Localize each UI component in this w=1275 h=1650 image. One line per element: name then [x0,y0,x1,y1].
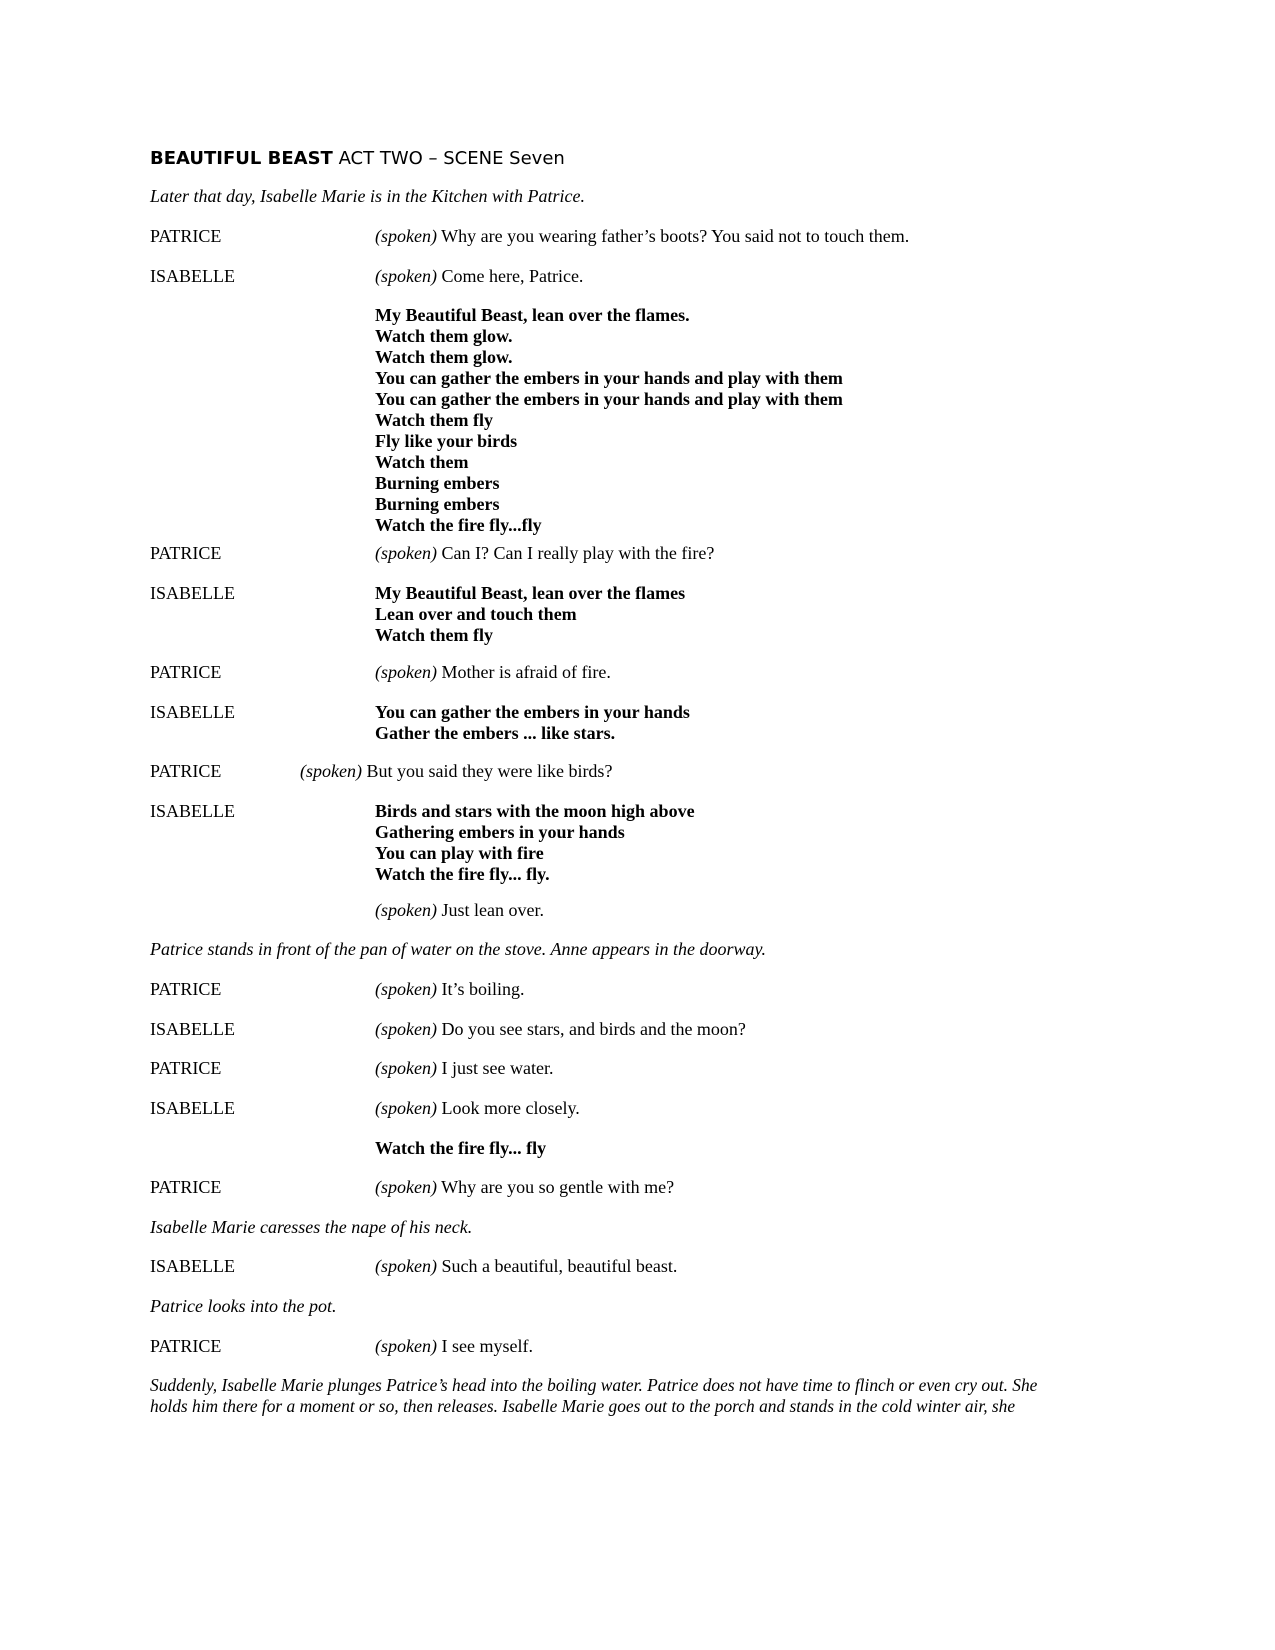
dialogue-text: Why are you wearing father’s boots? You said not to touch them. [436,226,910,246]
dialogue-text: But you said they were like birds? [361,761,613,781]
dialogue-line [375,266,583,287]
dialogue-text: Do you see stars, and birds and the moon? [436,1019,746,1039]
lyric-line: Watch the fire fly...fly [375,515,542,535]
dialogue-text: I see myself. [436,1336,533,1356]
lyric-line: Burning embers [375,473,500,493]
character-name: ISABELLE [150,801,235,821]
lyric-line: You can gather the embers in your hands and play with them [375,389,843,409]
parenthetical: (spoken) [375,1058,437,1078]
lyric-line: Burning embers [375,494,500,514]
dialogue-line [375,900,544,921]
dialogue-line [375,226,909,247]
lyric-line: Watch them glow. [375,347,513,367]
dialogue-block [150,266,1165,287]
lyrics-block [150,801,1165,885]
character-name: ISABELLE [150,1256,235,1276]
parenthetical: (spoken) [375,979,437,999]
parenthetical: (spoken) [375,1336,437,1356]
dialogue-line [375,662,611,683]
dialogue-block [150,1177,1165,1198]
dialogue-line [375,1177,674,1198]
lyric-line: Fly like your birds [375,431,518,451]
dialogue-block [150,1019,1165,1040]
stage-direction: Later that day, Isabelle Marie is in the Kitchen with Patrice. [150,186,585,206]
dialogue-block [150,543,1165,564]
scene-heading: ACT TWO – SCENE Seven [338,148,565,169]
character-name: PATRICE [150,761,222,781]
character-name: ISABELLE [150,702,235,722]
lyric-line: Watch the fire fly... fly [375,1138,547,1158]
parenthetical: (spoken) [375,226,437,246]
lyric-line: Birds and stars with the moon high above [375,801,695,821]
character-name: PATRICE [150,1336,222,1356]
lyric-line: Watch them glow. [375,326,513,346]
dialogue-line [375,1256,677,1277]
lyric-line: Gathering embers in your hands [375,822,625,842]
character-name: ISABELLE [150,1098,235,1118]
dialogue-text: Look more closely. [436,1098,580,1118]
dialogue-text: Come here, Patrice. [436,266,584,286]
dialogue-line [375,1019,746,1040]
stage-direction-line: Suddenly, Isabelle Marie plunges Patrice’s head into the boiling water. Patrice does not have time to flinch or even cry out. She [150,1375,1038,1395]
lyric-line: Lean over and touch them [375,604,577,624]
parenthetical: (spoken) [300,761,362,781]
character-name: PATRICE [150,1058,222,1078]
character-name: PATRICE [150,1177,222,1197]
dialogue-text: I just see water. [436,1058,554,1078]
lyric-line: You can play with fire [375,843,544,863]
character-name: PATRICE [150,662,222,682]
parenthetical: (spoken) [375,266,437,286]
character-name: ISABELLE [150,266,235,286]
character-name: PATRICE [150,226,222,246]
stage-direction [150,1375,1120,1417]
dialogue-line [375,543,714,564]
dialogue-block [150,226,1165,247]
lyric-line: You can gather the embers in your hands [375,702,690,722]
dialogue-text: Why are you so gentle with me? [436,1177,675,1197]
parenthetical: (spoken) [375,1098,437,1118]
lyric-line: Watch them fly [375,410,493,430]
dialogue-block [150,761,1165,782]
parenthetical: (spoken) [375,1256,437,1276]
page-header [150,148,565,169]
lyric-line: Watch the fire fly... fly. [375,864,550,884]
dialogue-block [150,1256,1165,1277]
dialogue-block [150,1098,1165,1119]
character-name: ISABELLE [150,1019,235,1039]
parenthetical: (spoken) [375,900,437,920]
lyric-line: Watch them fly [375,625,493,645]
lyric-line: My Beautiful Beast, lean over the flames. [375,305,690,325]
dialogue-block [150,1336,1165,1357]
lyrics-block [150,305,1165,536]
stage-direction: Patrice looks into the pot. [150,1296,337,1316]
dialogue-line [375,1058,553,1079]
dialogue-text: It’s boiling. [436,979,525,999]
character-name: ISABELLE [150,583,235,603]
parenthetical: (spoken) [375,1019,437,1039]
dialogue-block [150,1058,1165,1079]
dialogue-text: Mother is afraid of fire. [436,662,611,682]
character-name: PATRICE [150,543,222,563]
dialogue-block [150,662,1165,683]
stage-direction-line: holds him there for a moment or so, then releases. Isabelle Marie goes out to the porch and stands in the cold winter air, she [150,1396,1016,1416]
dialogue-text: Such a beautiful, beautiful beast. [436,1256,678,1276]
dialogue-line [375,1336,533,1357]
dialogue-text: Just lean over. [436,900,544,920]
dialogue-block [150,900,1165,921]
lyric-line: My Beautiful Beast, lean over the flames [375,583,686,603]
stage-direction: Isabelle Marie caresses the nape of his neck. [150,1217,473,1237]
lyrics-block [150,702,1165,744]
dialogue-block [150,979,1165,1000]
lyrics-block [150,583,1165,646]
lyric-line: Gather the embers ... like stars. [375,723,616,743]
show-title: BEAUTIFUL BEAST [150,148,333,169]
dialogue-line [375,979,525,1000]
dialogue-line [375,1098,580,1119]
dialogue-line [300,761,612,782]
lyric-line: You can gather the embers in your hands and play with them [375,368,843,388]
parenthetical: (spoken) [375,662,437,682]
character-name: PATRICE [150,979,222,999]
dialogue-text: Can I? Can I really play with the fire? [436,543,715,563]
stage-direction: Patrice stands in front of the pan of water on the stove. Anne appears in the doorway. [150,939,766,959]
parenthetical: (spoken) [375,543,437,563]
parenthetical: (spoken) [375,1177,437,1197]
lyric-line: Watch them [375,452,469,472]
